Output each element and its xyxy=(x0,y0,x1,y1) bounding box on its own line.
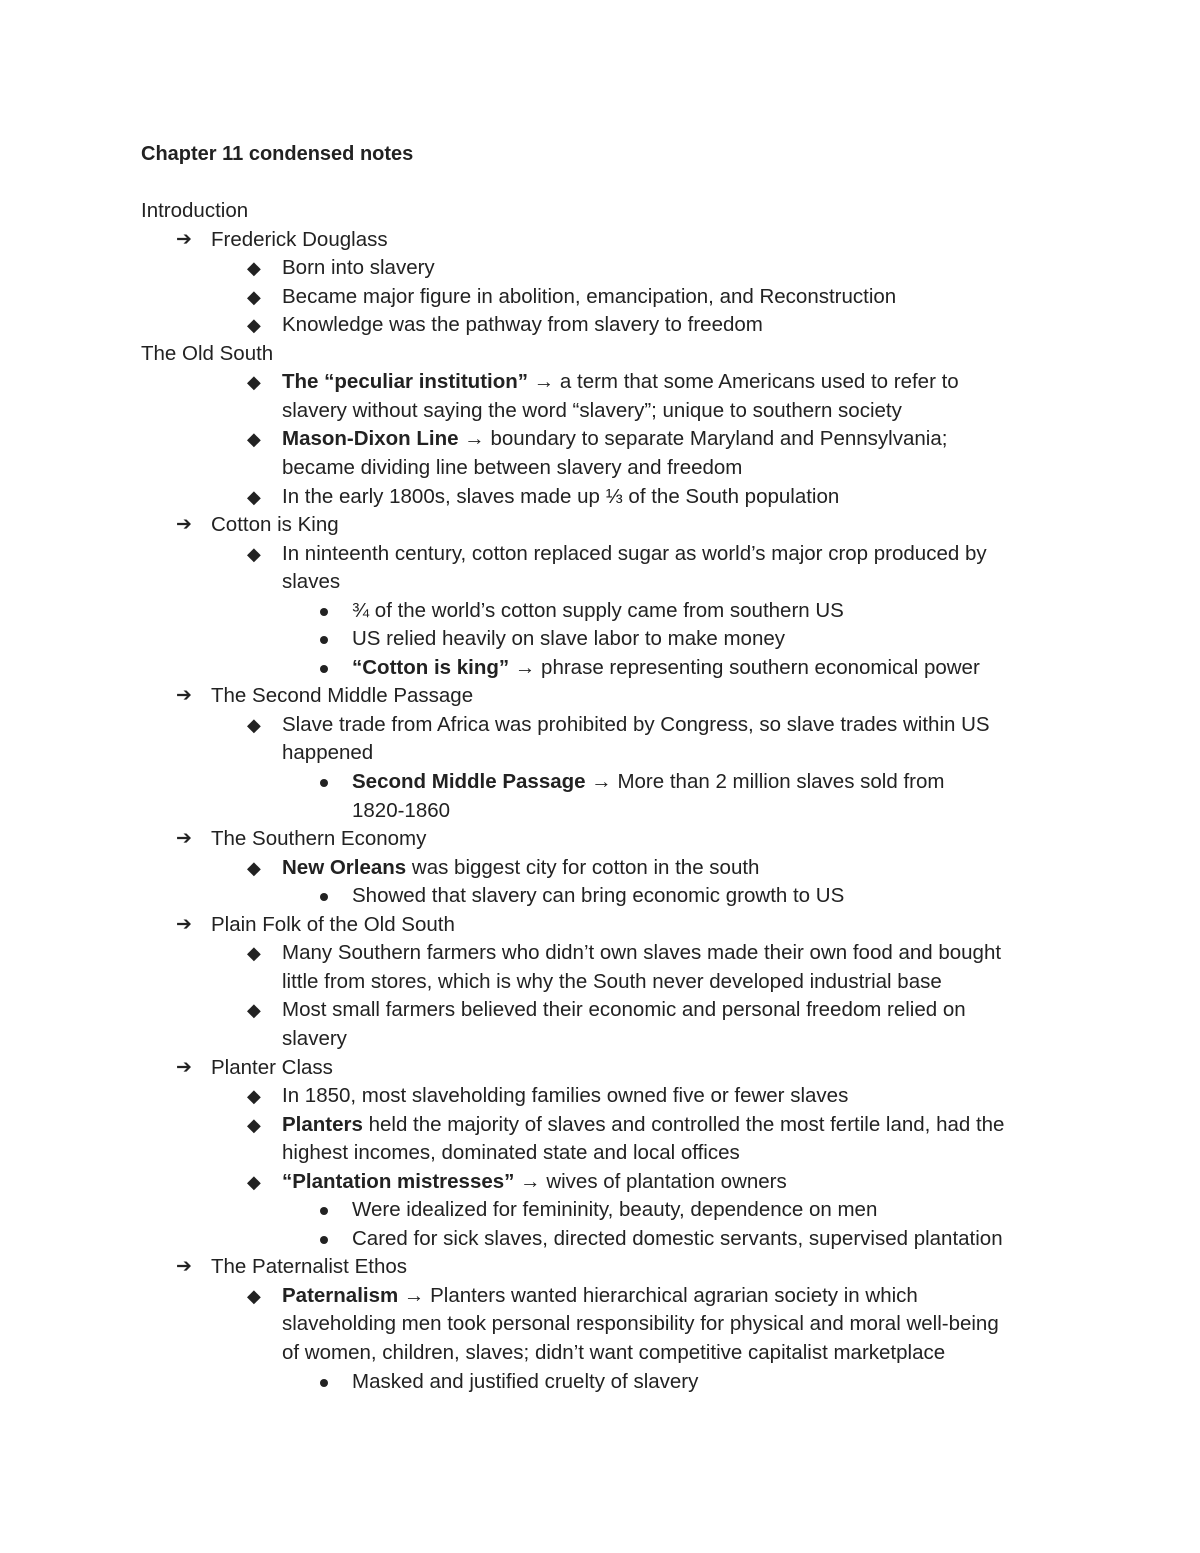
list-item xyxy=(282,1168,787,1196)
list-item xyxy=(282,454,742,482)
list-item xyxy=(282,996,966,1024)
list-item xyxy=(282,739,373,767)
key-term: Planters xyxy=(282,1113,363,1136)
item-text: Masked and justified cruelty of slavery xyxy=(352,1370,699,1393)
diamond-bullet-icon: ◆ xyxy=(247,258,261,278)
list-item xyxy=(282,368,959,396)
list-item xyxy=(282,1139,740,1167)
item-text: little from stores, which is why the South never developed industrial base xyxy=(282,970,942,993)
item-text: → phrase representing southern economical power xyxy=(509,656,980,679)
arrow-bullet-icon: ➔ xyxy=(176,914,192,935)
item-text: became dividing line between slavery and freedom xyxy=(282,456,743,479)
bullet-dot-icon xyxy=(320,893,328,901)
item-text: held the majority of slaves and controlled the most fertile land, had the xyxy=(362,1113,1005,1136)
list-item xyxy=(352,1196,877,1224)
key-term: New Orleans xyxy=(282,856,407,879)
list-item xyxy=(352,1368,698,1396)
item-text: Frederick Douglass xyxy=(211,228,388,251)
list-item xyxy=(211,825,426,853)
list-item xyxy=(282,568,340,596)
item-text: → More than 2 million slaves sold from xyxy=(585,770,945,793)
item-text: → wives of plantation owners xyxy=(514,1170,787,1193)
document-title: Chapter 11 condensed notes xyxy=(141,143,414,165)
arrow-bullet-icon: ➔ xyxy=(176,1256,192,1277)
arrow-bullet-icon: ➔ xyxy=(176,229,192,250)
arrow-bullet-icon: ➔ xyxy=(176,828,192,849)
list-item xyxy=(282,1339,945,1367)
key-term: “Cotton is king” xyxy=(352,656,510,679)
bullet-dot-icon xyxy=(320,665,328,673)
item-text: ¾ of the world’s cotton supply came from southern US xyxy=(352,599,844,622)
list-item xyxy=(282,397,902,425)
diamond-bullet-icon: ◆ xyxy=(247,1086,261,1106)
list-item xyxy=(352,597,844,625)
item-text: Cared for sick slaves, directed domestic servants, supervised plantation xyxy=(352,1227,1003,1250)
item-text: The Paternalist Ethos xyxy=(211,1255,407,1278)
list-item xyxy=(282,854,759,882)
list-item xyxy=(211,226,388,254)
item-text: Introduction xyxy=(141,199,249,222)
diamond-bullet-icon: ◆ xyxy=(247,544,261,564)
item-text: slaveholding men took personal responsibility for physical and moral well-being xyxy=(282,1312,999,1335)
diamond-bullet-icon: ◆ xyxy=(247,429,261,449)
list-item xyxy=(282,311,763,339)
item-text: of women, children, slaves; didn’t want competitive capitalist marketplace xyxy=(282,1341,946,1364)
item-text: slavery without saying the word “slavery”; unique to southern society xyxy=(282,399,902,422)
diamond-bullet-icon: ◆ xyxy=(247,287,261,307)
list-item xyxy=(282,254,435,282)
diamond-bullet-icon: ◆ xyxy=(247,315,261,335)
section-heading xyxy=(141,197,248,225)
item-text: Showed that slavery can bring economic growth to US xyxy=(352,884,845,907)
list-item xyxy=(282,711,990,739)
item-text: In 1850, most slaveholding families owned five or fewer slaves xyxy=(282,1084,849,1107)
item-text: Cotton is King xyxy=(211,513,339,536)
item-text: US relied heavily on slave labor to make money xyxy=(352,627,785,650)
list-item xyxy=(352,654,980,682)
item-text: The Southern Economy xyxy=(211,827,427,850)
item-text: Were idealized for femininity, beauty, dependence on men xyxy=(352,1198,878,1221)
item-text: → a term that some Americans used to refer to xyxy=(528,370,959,393)
arrow-bullet-icon: ➔ xyxy=(176,1057,192,1078)
bullet-dot-icon xyxy=(320,1379,328,1387)
item-text: slavery xyxy=(282,1027,347,1050)
diamond-bullet-icon: ◆ xyxy=(247,1000,261,1020)
arrow-bullet-icon: ➔ xyxy=(176,685,192,706)
key-term: Second Middle Passage xyxy=(352,770,586,793)
list-item xyxy=(352,768,944,796)
diamond-bullet-icon: ◆ xyxy=(247,715,261,735)
diamond-bullet-icon: ◆ xyxy=(247,1115,261,1135)
list-item xyxy=(282,483,839,511)
list-item xyxy=(282,1082,848,1110)
item-text: Most small farmers believed their economic and personal freedom relied on xyxy=(282,998,966,1021)
item-text: The Old South xyxy=(141,342,274,365)
list-item xyxy=(282,425,947,453)
list-item xyxy=(282,1111,1004,1139)
list-item xyxy=(352,797,450,825)
key-term: Paternalism xyxy=(282,1284,399,1307)
diamond-bullet-icon: ◆ xyxy=(247,1172,261,1192)
list-item xyxy=(282,1282,918,1310)
item-text: 1820-1860 xyxy=(352,799,451,822)
diamond-bullet-icon: ◆ xyxy=(247,1286,261,1306)
key-term: “Plantation mistresses” xyxy=(282,1170,515,1193)
item-text: Born into slavery xyxy=(282,256,435,279)
section-heading xyxy=(141,340,273,368)
list-item xyxy=(211,682,473,710)
list-item xyxy=(352,882,844,910)
item-text: The Second Middle Passage xyxy=(211,684,474,707)
bullet-dot-icon xyxy=(320,608,328,616)
item-text: Plain Folk of the Old South xyxy=(211,913,455,936)
list-item xyxy=(282,1025,347,1053)
diamond-bullet-icon: ◆ xyxy=(247,943,261,963)
list-item xyxy=(282,1310,999,1338)
diamond-bullet-icon: ◆ xyxy=(247,372,261,392)
item-text: highest incomes, dominated state and local offices xyxy=(282,1141,740,1164)
key-term: Mason-Dixon Line xyxy=(282,427,459,450)
bullet-dot-icon xyxy=(320,636,328,644)
item-text: In the early 1800s, slaves made up ⅓ of the South population xyxy=(282,485,840,508)
diamond-bullet-icon: ◆ xyxy=(247,858,261,878)
list-item xyxy=(282,283,896,311)
key-term: The “peculiar institution” xyxy=(282,370,529,393)
list-item xyxy=(211,1054,333,1082)
item-text: Many Southern farmers who didn’t own slaves made their own food and bought xyxy=(282,941,1002,964)
item-text: was biggest city for cotton in the south xyxy=(406,856,760,879)
list-item xyxy=(282,939,1001,967)
bullet-dot-icon xyxy=(320,1236,328,1244)
item-text: Became major figure in abolition, emancipation, and Reconstruction xyxy=(282,285,897,308)
bullet-dot-icon xyxy=(320,1207,328,1215)
item-text: In ninteenth century, cotton replaced sugar as world’s major crop produced by xyxy=(282,542,987,565)
list-item xyxy=(352,1225,1003,1253)
item-text: happened xyxy=(282,741,374,764)
bullet-dot-icon xyxy=(320,779,328,787)
diamond-bullet-icon: ◆ xyxy=(247,487,261,507)
list-item xyxy=(211,511,339,539)
list-item xyxy=(352,625,785,653)
item-text: → Planters wanted hierarchical agrarian society in which xyxy=(398,1284,918,1307)
item-text: → boundary to separate Maryland and Pennsylvania; xyxy=(458,427,948,450)
item-text: slaves xyxy=(282,570,341,593)
list-item xyxy=(282,968,942,996)
list-item xyxy=(282,540,987,568)
item-text: Planter Class xyxy=(211,1056,333,1079)
item-text: Slave trade from Africa was prohibited by Congress, so slave trades within US xyxy=(282,713,990,736)
list-item xyxy=(211,911,455,939)
list-item xyxy=(211,1253,407,1281)
arrow-bullet-icon: ➔ xyxy=(176,514,192,535)
item-text: Knowledge was the pathway from slavery to freedom xyxy=(282,313,763,336)
